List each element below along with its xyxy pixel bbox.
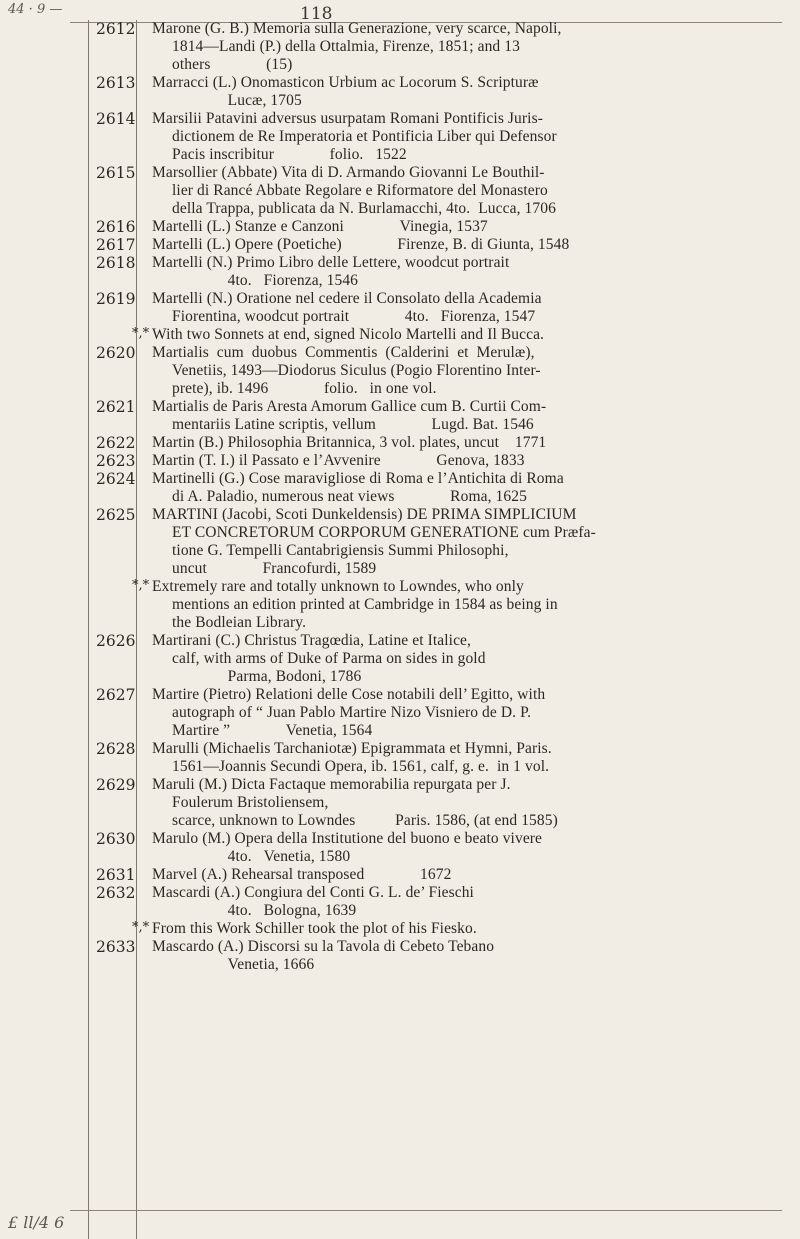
lot-description-line: 1561—Joannis Secundi Opera, ib. 1561, calf, g. e. in 1 vol. bbox=[172, 758, 550, 775]
note-marker: *,* bbox=[132, 920, 150, 935]
note-marker: *,* bbox=[132, 326, 150, 341]
lot-number: 2632 bbox=[96, 884, 136, 902]
lot-description-line: uncut Francofurdi, 1589 bbox=[172, 560, 377, 577]
lot-description-line: Mascardi (A.) Congiura del Conti G. L. de’ Fieschi bbox=[152, 884, 474, 901]
lot-description-line: With two Sonnets at end, signed Nicolo Martelli and Il Bucca. bbox=[152, 326, 545, 343]
lot-description-line: Martialis de Paris Aresta Amorum Gallice cum B. Curtii Com- bbox=[152, 398, 547, 415]
lot-description-line: della Trappa, publicata da N. Burlamacchi, 4to. Lucca, 1706 bbox=[172, 200, 556, 217]
lot-description-line: Maruli (M.) Dicta Factaque memorabilia repurgata per J. bbox=[152, 776, 511, 793]
lot-description-line: Martelli (N.) Primo Libro delle Lettere, woodcut portrait bbox=[152, 254, 510, 271]
lot-number: 2629 bbox=[96, 776, 136, 794]
lot-number: 2612 bbox=[96, 20, 136, 38]
lot-number-rule bbox=[136, 20, 137, 1239]
lot-description-line: dictionem de Re Imperatoria et Pontificia Liber qui Defensor bbox=[172, 128, 557, 145]
footer-rule bbox=[70, 1210, 782, 1211]
lot-number: 2628 bbox=[96, 740, 136, 758]
lot-description-line: Marulli (Michaelis Tarchaniotæ) Epigrammata et Hymni, Paris. bbox=[152, 740, 552, 757]
lot-description-line: MARTINI (Jacobi, Scoti Dunkeldensis) DE PRIMA SIMPLICIUM bbox=[152, 506, 577, 523]
lot-description-line: Martelli (L.) Opere (Poetiche) Firenze, B. di Giunta, 1548 bbox=[152, 236, 570, 253]
lot-description-line: From this Work Schiller took the plot of his Fiesko. bbox=[152, 920, 477, 937]
lot-number: 2613 bbox=[96, 74, 136, 92]
lot-description-line: Venetiis, 1493—Diodorus Siculus (Pogio Florentino Inter- bbox=[172, 362, 541, 379]
lot-description-line: Pacis inscribitur folio. 1522 bbox=[172, 146, 407, 163]
lot-description-line: mentariis Latine scriptis, vellum Lugd. Bat. 1546 bbox=[172, 416, 534, 433]
lot-description-line: Foulerum Bristoliensem, bbox=[172, 794, 329, 811]
lot-number: 2623 bbox=[96, 452, 136, 470]
lot-description-line: calf, with arms of Duke of Parma on sides in gold bbox=[172, 650, 486, 667]
lot-description-line: ET CONCRETORUM CORPORUM GENERATIONE cum Præfa- bbox=[172, 524, 596, 541]
lot-description-line: Martirani (C.) Christus Tragœdia, Latine et Italice, bbox=[152, 632, 472, 649]
lot-number: 2621 bbox=[96, 398, 136, 416]
lot-number: 2617 bbox=[96, 236, 136, 254]
lot-description-line: Martire (Pietro) Relationi delle Cose notabili dell’ Egitto, with bbox=[152, 686, 546, 703]
lot-description-line: Marvel (A.) Rehearsal transposed 1672 bbox=[152, 866, 452, 883]
lot-description-line: the Bodleian Library. bbox=[172, 614, 307, 631]
lot-number: 2627 bbox=[96, 686, 136, 704]
lot-description-line: Martire ” Venetia, 1564 bbox=[172, 722, 373, 739]
lot-number: 2618 bbox=[96, 254, 136, 272]
lot-description-line: Martelli (L.) Stanze e Canzoni Vinegia, 1537 bbox=[152, 218, 488, 235]
lot-description-line: Marone (G. B.) Memoria sulla Generazione, very scarce, Napoli, bbox=[152, 20, 562, 37]
margin-rule bbox=[88, 20, 89, 1239]
lot-description-line: Martin (B.) Philosophia Britannica, 3 vol. plates, uncut 1771 bbox=[152, 434, 547, 451]
lot-number: 2622 bbox=[96, 434, 136, 452]
lot-description-line: Martialis cum duobus Commentis (Calderini et Merulæ), bbox=[152, 344, 535, 361]
note-marker: *,* bbox=[132, 578, 150, 593]
lot-description-line: Marsollier (Abbate) Vita di D. Armando Giovanni Le Bouthil- bbox=[152, 164, 545, 181]
lot-description-line: Fiorentina, woodcut portrait 4to. Fiorenza, 1547 bbox=[172, 308, 536, 325]
handwritten-note: 44 · 9 — bbox=[8, 2, 63, 17]
lot-number: 2633 bbox=[96, 938, 136, 956]
handwritten-total: £ ll/4 6 bbox=[8, 1213, 65, 1232]
lot-description-line: Martin (T. I.) il Passato e l’Avvenire Genova, 1833 bbox=[152, 452, 525, 469]
lot-description-line: Martinelli (G.) Cose maravigliose di Roma e l’Antichita di Roma bbox=[152, 470, 564, 487]
lot-number: 2619 bbox=[96, 290, 136, 308]
lot-description-line: 4to. Bologna, 1639 bbox=[172, 902, 357, 919]
lot-description-line: di A. Paladio, numerous neat views Roma, 1625 bbox=[172, 488, 527, 505]
lot-description-line: Marsilii Patavini adversus usurpatam Romani Pontificis Juris- bbox=[152, 110, 543, 127]
lot-description-line: autograph of “ Juan Pablo Martire Nizo Visniero de D. P. bbox=[172, 704, 532, 721]
lot-number: 2626 bbox=[96, 632, 136, 650]
lot-number: 2620 bbox=[96, 344, 136, 362]
lot-description-line: others (15) bbox=[172, 56, 293, 73]
lot-description-line: Martelli (N.) Oratione nel cedere il Consolato della Academia bbox=[152, 290, 542, 307]
lot-number: 2631 bbox=[96, 866, 136, 884]
lot-description-line: Parma, Bodoni, 1786 bbox=[172, 668, 362, 685]
lot-description-line: tione G. Tempelli Cantabrigiensis Summi Philosophi, bbox=[172, 542, 509, 559]
lot-description-line: prete), ib. 1496 folio. in one vol. bbox=[172, 380, 437, 397]
lot-description-line: Lucæ, 1705 bbox=[172, 92, 302, 109]
lot-number: 2614 bbox=[96, 110, 136, 128]
lot-description-line: Marracci (L.) Onomasticon Urbium ac Locorum S. Scripturæ bbox=[152, 74, 539, 91]
lot-description-line: mentions an edition printed at Cambridge in 1584 as being in bbox=[172, 596, 558, 613]
lot-description-line: 1814—Landi (P.) della Ottalmia, Firenze, 1851; and 13 bbox=[172, 38, 520, 55]
lot-description-line: scarce, unknown to Lowndes Paris. 1586, (at end 1585) bbox=[172, 812, 558, 829]
lot-description-line: 4to. Venetia, 1580 bbox=[172, 848, 351, 865]
lot-number: 2624 bbox=[96, 470, 136, 488]
page-number: 118 bbox=[300, 4, 333, 24]
lot-number: 2615 bbox=[96, 164, 136, 182]
lot-description-line: Mascardo (A.) Discorsi su la Tavola di Cebeto Tebano bbox=[152, 938, 495, 955]
lot-number: 2630 bbox=[96, 830, 136, 848]
lot-description-line: Venetia, 1666 bbox=[172, 956, 315, 973]
lot-number: 2616 bbox=[96, 218, 136, 236]
lot-description-line: Marulo (M.) Opera della Institutione del buono e beato vivere bbox=[152, 830, 543, 847]
lot-description-line: lier di Rancé Abbate Regolare e Riformatore del Monastero bbox=[172, 182, 548, 199]
lot-description-line: Extremely rare and totally unknown to Lowndes, who only bbox=[152, 578, 524, 595]
lot-number: 2625 bbox=[96, 506, 136, 524]
lot-description-line: 4to. Fiorenza, 1546 bbox=[172, 272, 359, 289]
